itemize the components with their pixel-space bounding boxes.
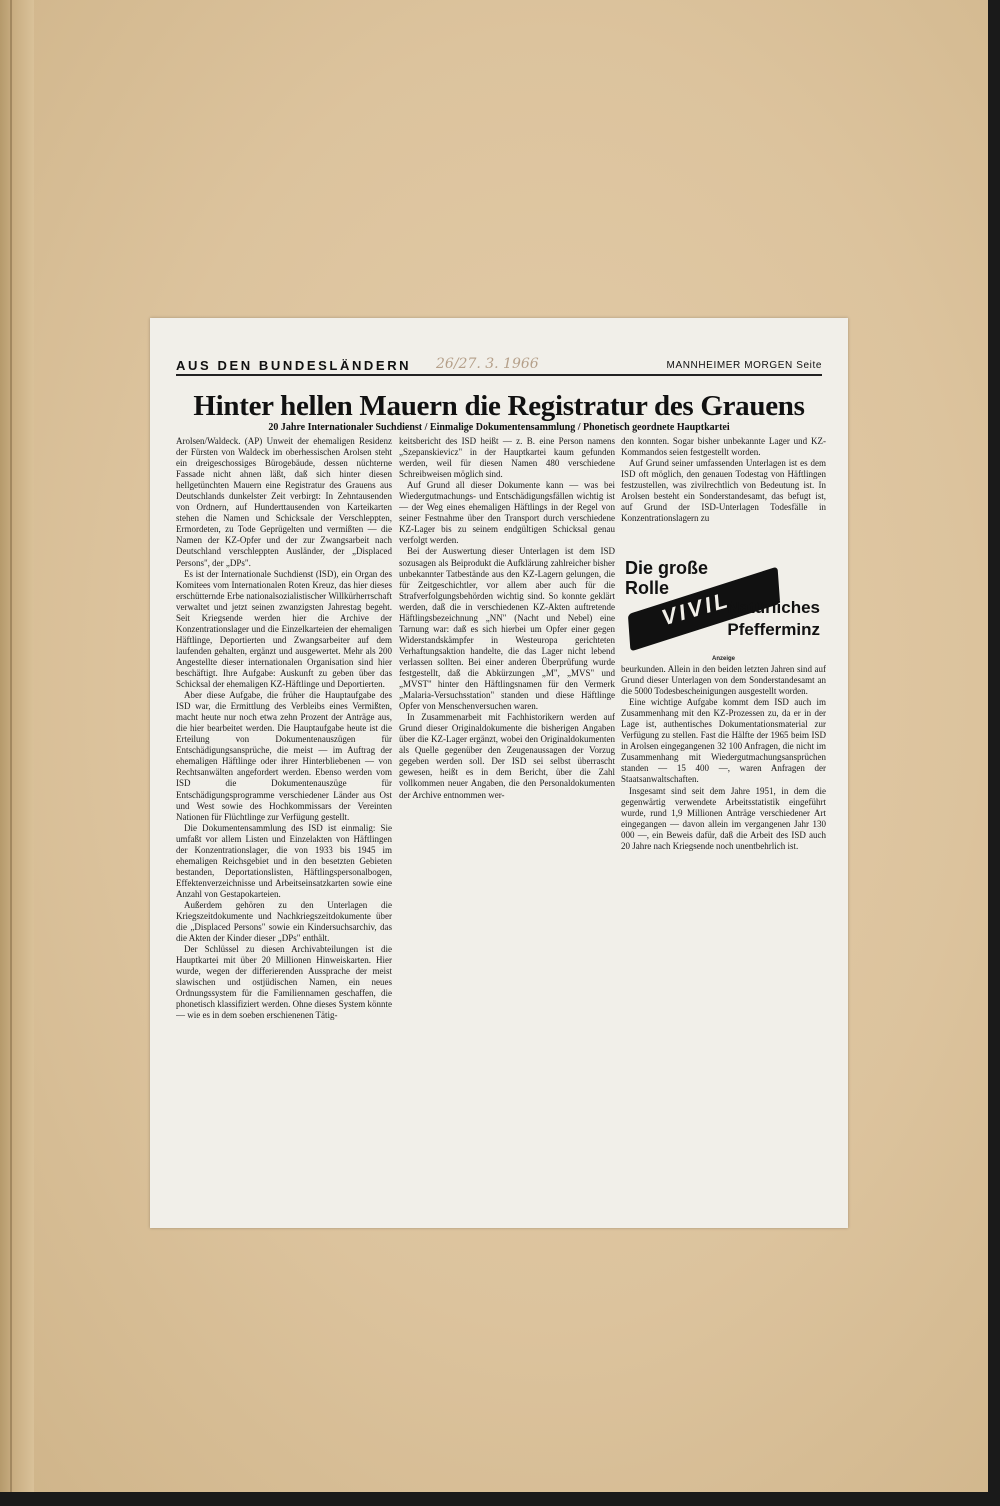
paragraph: Auf Grund all dieser Dokumente kann — was bei Wiedergutmachungs- und Entschädigungsfällen wichtig ist — der Weg eines ehemaligen Häftlings in der Regel von seiner Festnahme über den Transport durch verschiedene KZ-Lager bis zu seinem endgültigen Schicksal genau verfolgt werden.: [399, 480, 615, 546]
paragraph: Arolsen/Waldeck. (AP) Unweit der ehemaligen Residenz der Fürsten von Waldeck im oberhessischen Arolsen steht ein dreigeschossiges Bürogebäude, dessen nüchterne Fassade nicht ahnen läßt, daß sich hinter diesen hellgetünchten Mauern eine Registratur des Grauens aus Deutschlands dunkelster Zeit verbirgt: In Zehntausenden von Ordnern, auf Hunderttausenden von Karteikarten stehen die Namen und Schicksale der Verschleppten, Ermordeten, zu Tode Geprügelten und vermißten — die Namen der KZ-Opfer und der zur Zwangsarbeit nach Deutschland verschleppten Ausländer, der „Displaced Persons", der „DPs".: [176, 436, 392, 568]
masthead: [176, 358, 822, 376]
article-column-3-top: [621, 436, 826, 554]
scan-border-right: [988, 0, 1000, 1506]
article-column-3-bottom: [621, 664, 826, 904]
paragraph: Der Schlüssel zu diesen Archivabteilungen ist die Hauptkartei mit über 20 Millionen Hinweiskarten. Hier wurde, wegen der differierenden Aussprache der meist slawischen und ostjüdischen Namen, ein neues Ordnungssystem für die Familiennamen geschaffen, die phonetisch klassifiziert werden. Ohne dieses System könnte — wie es in dem soeben erschienenen Tätig-: [176, 944, 392, 1021]
ad-line-4: Pfefferminz: [727, 620, 820, 639]
paragraph: Eine wichtige Aufgabe kommt dem ISD auch im Zusammenhang mit den KZ-Prozessen zu, da er in der Lage ist, authentisches Dokumentationsmaterial zur Verfügung zu stellen. Fast die Hälfte der 1965 beim ISD in Arolsen eingegangenen 32 100 Anfragen, die nicht im Zusammenhang mit Wiedergutmachungsansprüchen standen — 15 400 —, waren Anfragen der Staatsanwaltschaften.: [621, 697, 826, 785]
paragraph: den konnten. Sogar bisher unbekannte Lager und KZ-Kommandos seien festgestellt worden.: [621, 436, 826, 458]
paragraph: beurkunden. Allein in den beiden letzten Jahren sind auf Grund dieser Unterlagen von dem Sonderstandesamt an die 5000 Todesbescheinigungen ausgestellt worden.: [621, 664, 826, 697]
paragraph: Auf Grund seiner umfassenden Unterlagen ist es dem ISD oft möglich, den genauen Todestag von Häftlingen festzustellen, was zivilrechtlich von Bedeutung ist. In Arolsen besteht ein Sonderstandesamt, das befugt ist, auf Grund der ISD-Unterlagen Todesfälle in Konzentrationslagern zu: [621, 458, 826, 524]
newspaper-clipping: [150, 318, 848, 1228]
paragraph: Bei der Auswertung dieser Unterlagen ist dem ISD sozusagen als Beiprodukt die Aufklärung zahlreicher bisher unbekannter Tatbestände aus den KZ-Lagern gelungen, die für Zeitgeschichtler, vor allem aber auch für die Strafverfolgungsbehörden wichtig sind. So konnte geklärt werden, daß die in verschiedenen KZ-Akten auftretende Häftlingsbezeichnung „NN" (Nacht und Nebel) eine Tarnung war: daß es sich hierbei um Opfer einer gegen Widerstandskämpfer in Westeuropa gerichteten Verhaftungsaktion handelte, die das Lager nicht lebend verlassen sollten. Bei einer anderen Überprüfung wurde festgestellt, daß die Abkürzungen „M", „MVS" und „MVST" hinter den Häftlingsnamen für den Vermerk „Malaria-Versuchsstation" standen und diese Häftlinge Opfer von Menschenversuchen waren.: [399, 546, 615, 712]
article-column-1: [176, 436, 392, 1206]
paragraph: Es ist der Internationale Suchdienst (ISD), ein Organ des Komitees vom Internationalen Roten Kreuz, das hier dieses erschütternde Erbe nationalsozialistischer Willkürherrschaft verwaltet und jetzt seinen zwanzigsten Jahrestag begeht. Seit Kriegsende werden hier die Archive der Konzentrationslager und die Einzelkarteien der ehemaligen Häftlinge, Deportierten und Zwangsarbeiter auf dem laufenden gehalten, ergänzt und ausgewertet. Mehr als 200 Angestellte dieser internationalen Organisation sind hier beschäftigt. Ihre Aufgabe: Auskunft zu geben über das Schicksal der ehemaligen KZ-Häftlinge und Deportierten.: [176, 568, 392, 690]
article-subheadline: 20 Jahre Internationaler Suchdienst / Einmalige Dokumentensammlung / Phonetisch geordnete Hauptkartei: [268, 422, 730, 433]
paragraph: keitsbericht des ISD heißt — z. B. eine Person namens „Szepanskievicz" in der Hauptkartei kaum gefunden werden, weil für diesen Namen 480 verschiedene Schreibweisen möglich sind.: [399, 436, 615, 480]
ad-line-3: Natürliches: [727, 598, 820, 617]
paragraph: Außerdem gehören zu den Unterlagen die Kriegszeitdokumente und Nachkriegszeitdokumente über die „Displaced Persons" sowie ein Kindersuchsarchiv, das die Akten der Kinder dieser „DPs" enthält.: [176, 899, 392, 944]
newspaper-name: MANNHEIMER MORGEN Seite: [666, 360, 822, 371]
ad-label: Anzeige: [711, 656, 735, 662]
page-spine: [0, 0, 34, 1506]
vivil-advertisement: [621, 556, 826, 656]
ad-brand: VIVIL: [658, 586, 733, 631]
handwritten-date: 26/27. 3. 1966: [436, 356, 539, 372]
scan-border-bottom: [0, 1492, 1000, 1506]
article-headline: Hinter hellen Mauern die Registratur des Grauens: [193, 390, 805, 422]
ad-line-2: Rolle: [625, 578, 670, 598]
section-title: AUS DEN BUNDESLÄNDERN: [176, 358, 412, 373]
article-column-2: [399, 436, 615, 936]
spine-fold-line: [10, 0, 12, 1506]
paragraph: Die Dokumentensammlung des ISD ist einmalig: Sie umfaßt vor allem Listen und Einzelakten von Häftlingen der Konzentrationslager, die von 1933 bis 1945 im ehemaligen Reichsgebiet und in den besetzten Gebieten bestanden, Deportationslisten, Häftlingspersonalbogen, Effektenverzeichnisse und Arbeitseinsatzkarten sowie eine Anzahl von Gestapokarteien.: [176, 822, 392, 899]
paragraph: Insgesamt sind seit dem Jahre 1951, in dem die gegenwärtig verwendete Arbeitsstatistik eingeführt wurde, rund 1,9 Millionen Anträge verschiedener Art eingegangen — davon allein im vergangenen Jahr 130 000 —, ein Beweis dafür, daß die Arbeit des ISD auch 20 Jahre nach Kriegsende noch unentbehrlich ist.: [621, 785, 826, 851]
paragraph: Aber diese Aufgabe, die früher die Hauptaufgabe des ISD war, die Ermittlung des Verbleibs eines Vermißten, macht heute nur noch etwa zehn Prozent der Anträge aus, die hier bearbeitet werden. Die Hauptaufgabe heute ist die Erteilung von Dokumentenauszügen für Entschädigungsansprüche, die meist — im Auftrag der ehemaligen Häftlinge oder ihrer Hinterbliebenen — von Rechtsanwälten angefordert werden. Ebenso werden vom ISD die Dokumentenauszüge für Entschädigungsprogramme verschiedener Länder aus Ost und West sowie des Hochkommissars der Vereinten Nationen für Flüchtlinge zur Verfügung gestellt.: [176, 690, 392, 822]
paragraph: In Zusammenarbeit mit Fachhistorikern werden auf Grund dieser Originaldokumente die bisherigen Angaben über die KZ-Lager ergänzt, wobei den Originaldokumenten als Quelle gegenüber den Zeugenaussagen der Vorzug gegeben werden soll. Der ISD sei selbst überrascht gewesen, heißt es in dem Bericht, über die Zahl vollkommen neuer Angaben, die den Personaldokumenten der Archive entnommen wer-: [399, 712, 615, 800]
ad-line-1: Die große: [625, 558, 709, 578]
